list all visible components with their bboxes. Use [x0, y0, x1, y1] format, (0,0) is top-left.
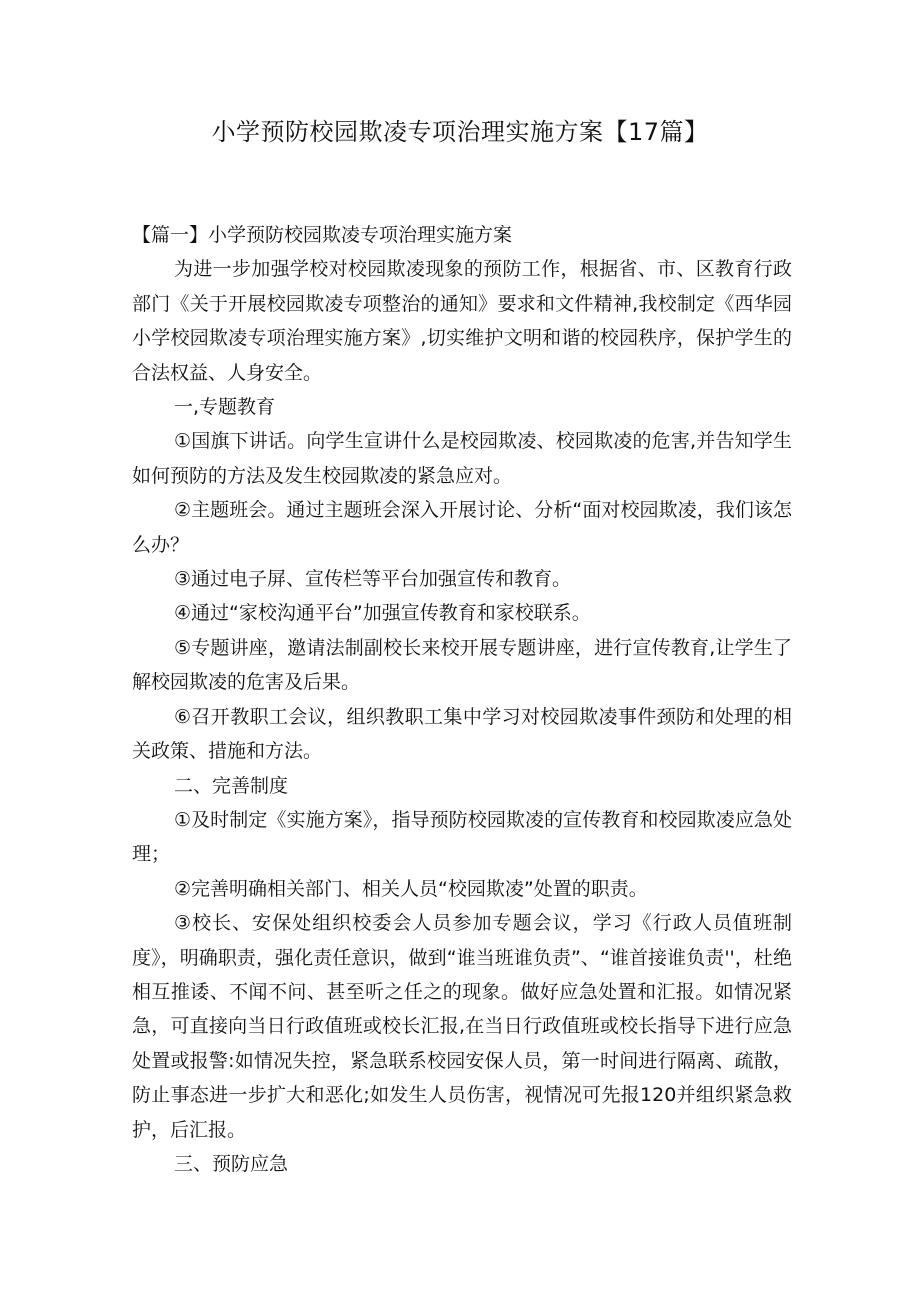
paragraph: ⑤专题讲座，邀请法制副校长来校开展专题讲座，进行宣传教育,让学生了解校园欺凌的危害及后果。 [132, 636, 792, 694]
paragraph: ①及时制定《实施方案》，指导预防校园欺凌的宣传教育和校园欺凌应急处理； [132, 808, 792, 866]
paragraph: ①国旗下讲话。向学生宣讲什么是校园欺凌、校园欺凌的危害,并告知学生如何预防的方法及发生校园欺凌的紧急应对。 [132, 430, 792, 487]
paragraph: 【篇一】小学预防校园欺凌专项治理实施方案 [132, 224, 513, 246]
document-title: 小学预防校园欺凌专项治理实施方案【17篇】 [211, 118, 709, 146]
paragraph: 三、预防应急 [174, 1152, 289, 1175]
paragraph: 一,专题教育 [174, 396, 276, 419]
paragraph: ②完善明确相关部门、相关人员“校园欺凌”处置的职责。 [174, 877, 648, 900]
paragraph: ③校长、安保处组织校委会人员参加专题会议，学习《行政人员值班制度》，明确职责，强化责任意识，做到“谁当班谁负责”、“谁首接谁负责''，杜绝相互推诿、不闻不问、甚至听之任之的现象。做好应急处置和汇报。如情况紧急，可直接向当日行政值班或校长汇报,在当日行政值班或校长指导下进行应急处置或报警:如情况失控，紧急联系校园安保人员，第一时间进行隔离、疏散，防止事态进一步扩大和恶化;如发生人员伤害，视情况可先报120并组织紧急救护，后汇报。 [132, 912, 792, 1141]
paragraph: ④通过“家校沟通平台”加强宣传教育和家校联系。 [174, 602, 591, 625]
paragraph: 为进一步加强学校对校园欺凌现象的预防工作，根据省、市、区教育行政部门《关于开展校园欺凌专项整治的通知》要求和文件精神,我校制定《西华园小学校园欺凌专项治理实施方案》,切实维护文明和谐的校园秩序，保护学生的合法权益、人身安全。 [132, 258, 792, 384]
paragraph: ③通过电子屏、宣传栏等平台加强宣传和教育。 [174, 568, 572, 591]
paragraph: ②主题班会。通过主题班会深入开展讨论、分析“面对校园欺凌，我们该怎么办？ [132, 499, 792, 556]
document-body [132, 218, 792, 1181]
paragraph: 二、完善制度 [174, 774, 289, 797]
paragraph: ⑥召开教职工会议，组织教职工集中学习对校园欺凌事件颈防和处理的相关政策、措施和方法。 [132, 705, 792, 763]
